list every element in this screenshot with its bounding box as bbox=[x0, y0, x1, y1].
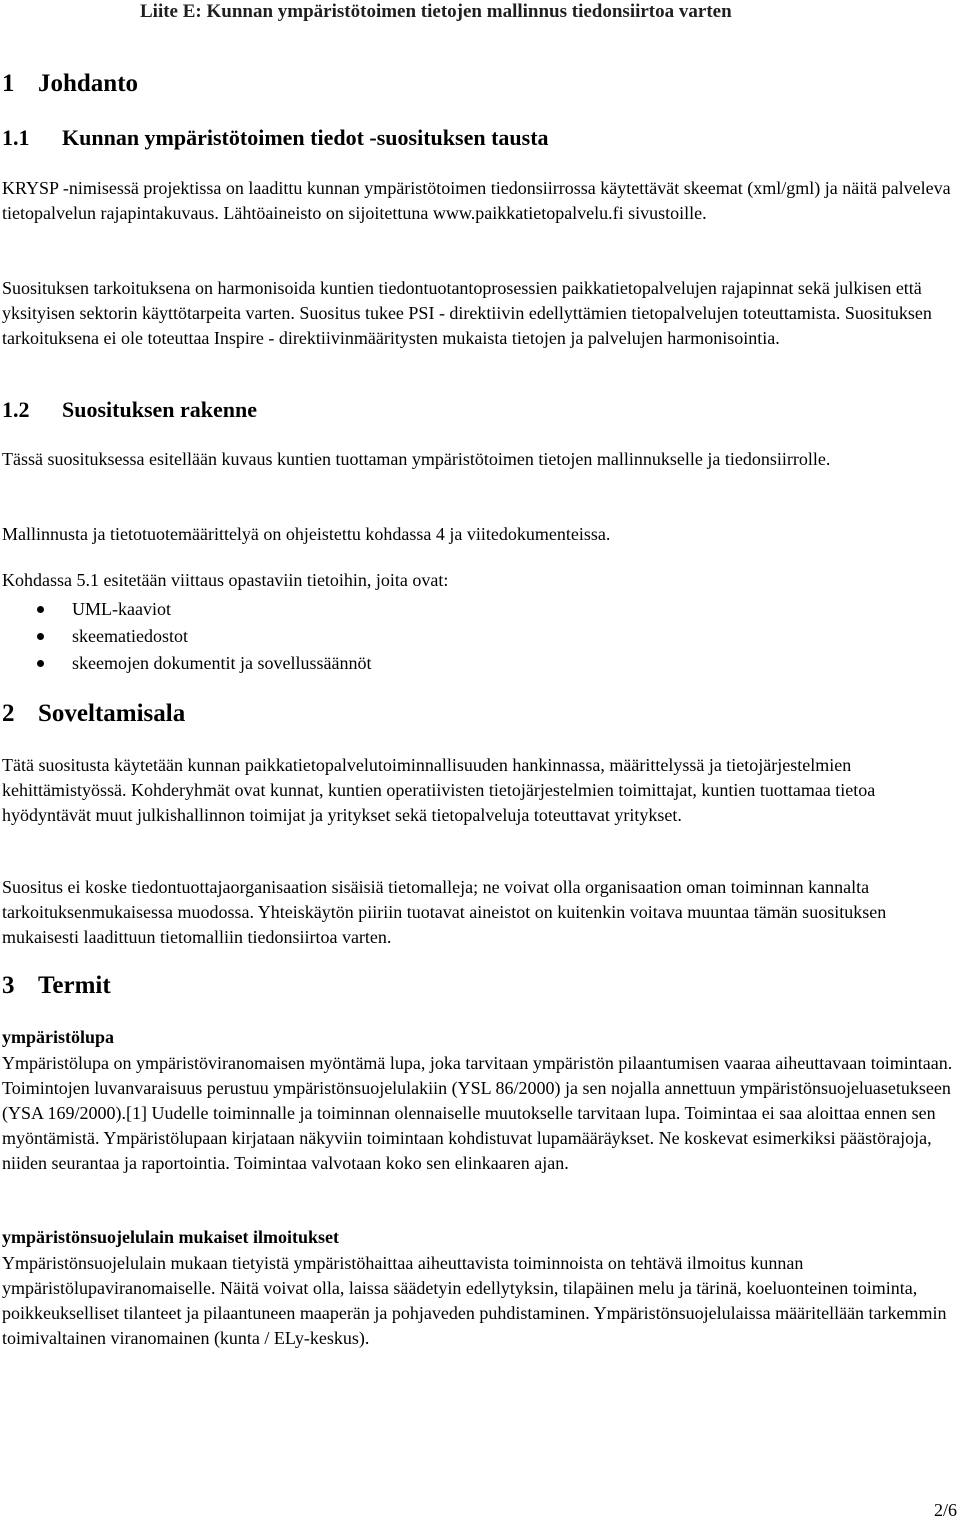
list-item: skeemojen dokumentit ja sovellussäännöt bbox=[0, 650, 371, 677]
section-title: Soveltamisala bbox=[38, 700, 186, 727]
bullet-icon bbox=[37, 633, 44, 640]
paragraph-structure: Tässä suosituksessa esitellään kuvaus kuntien tuottaman ympäristötoimen tietojen mallinnukselle ja tiedonsiirrolle. bbox=[2, 449, 831, 469]
running-header: Liite E: Kunnan ympäristötoimen tietojen mallinnus tiedonsiirtoa varten bbox=[140, 1, 732, 22]
section-number: 1.1 bbox=[2, 125, 30, 150]
term-title: ympäristönsuojelulain mukaiset ilmoitukset bbox=[2, 1227, 340, 1247]
section-heading-1-1 bbox=[2, 125, 549, 151]
section-number: 1.2 bbox=[2, 397, 30, 422]
section-title: Termit bbox=[38, 972, 111, 999]
bullet-icon bbox=[37, 660, 44, 667]
list-item: skeematiedostot bbox=[0, 623, 371, 650]
section-heading-2 bbox=[2, 700, 185, 728]
term-definition: Ympäristönsuojelulain mukaan tietyistä ympäristöhaittaa aiheuttavista toiminnoista on tehtävä ilmoitus kunnan ympäristölupaviranomaiselle. Näitä voivat olla, laissa säädetyin edellytyksin, tilapäinen melu ja tärinä, koeluonteinen toiminta, poikkeukselliset tilanteet ja pilaantuneen maaperän ja pohjaveden puhdistaminen. Ympäristönsuojelulaissa määritellään tarkemmin toimivaltainen viranomainen (kunta / ELy-keskus). bbox=[2, 1253, 947, 1348]
section-heading-1-2 bbox=[2, 397, 257, 423]
paragraph-scope: Tätä suositusta käytetään kunnan paikkatietopalvelutoiminnallisuuden hankinnassa, määrittelyssä ja tietojärjestelmien kehittämistyössä. Kohderyhmät ovat kunnat, kuntien operatiivisten tietojärjestelmien toimittajat, kuntien tuottamaa tietoa hyödyntävät muut julkishallinnon toimijat ja yritykset sekä tietopalveluja toteuttavat yritykset. bbox=[2, 755, 876, 825]
section-number: 2 bbox=[2, 700, 15, 727]
list-item: UML-kaaviot bbox=[0, 596, 371, 623]
section-heading-3 bbox=[2, 972, 111, 1000]
term-definition: Ympäristölupa on ympäristöviranomaisen myöntämä lupa, joka tarvitaan ympäristön pilaantumisen vaaraa aiheuttavaan toimintaan. Toimintojen luvanvaraisuus perustuu ympäristönsuojelulakiin (YSL 86/2000) ja sen nojalla annettuun ympäristönsuojeluasetukseen (YSA 169/2000).[1] Uudelle toiminnalle ja toiminnan olennaiselle muutokselle tarvitaan lupa. Toimintaa ei saa aloittaa ennen sen myöntämistä. Ympäristölupaan kirjataan näkyviin toimintaan kohdistuvat lupamääräykset. Ne koskevat esimerkiksi päästörajoja, niiden seurantaa ja raportointia. Toimintaa valvotaan koko sen elinkaaren ajan. bbox=[2, 1053, 953, 1173]
section-number: 3 bbox=[2, 972, 15, 999]
bullet-icon bbox=[37, 606, 44, 613]
section-title: Suosituksen rakenne bbox=[62, 397, 258, 422]
paragraph-exclusions: Suositus ei koske tiedontuottajaorganisaation sisäisiä tietomalleja; ne voivat olla organisaation oman toiminnan kannalta tarkoituksenmukaisessa muodossa. Yhteiskäytön piiriin tuotavat aineistot on kuitenkin voitava muuntaa tämän suosituksen mukaisesti laadittuun tietomalliin tiedonsiirtoa varten. bbox=[2, 877, 887, 947]
section-heading-1 bbox=[2, 70, 138, 98]
page-number: 2/6 bbox=[933, 1500, 957, 1520]
paragraph-references: Kohdassa 5.1 esitetään viittaus opastaviin tietoihin, joita ovat: bbox=[2, 570, 449, 590]
section-title: Kunnan ympäristötoimen tiedot -suosituksen tausta bbox=[62, 125, 549, 150]
term-title: ympäristölupa bbox=[2, 1027, 115, 1047]
paragraph-modelling: Mallinnusta ja tietotuotemäärittelyä on ohjeistettu kohdassa 4 ja viitedokumenteissa. bbox=[2, 524, 611, 544]
section-number: 1 bbox=[2, 70, 15, 97]
paragraph-purpose: Suosituksen tarkoituksena on harmonisoida kuntien tiedontuotantoprosessien paikkatietopalvelujen rajapinnat sekä julkisen että yksityisen sektorin käyttötarpeita varten. Suositus tukee PSI - direktiivin edellyttämien tietopalvelujen toteuttamista. Suosituksen tarkoituksena ei ole toteuttaa Inspire - direktiivinmääritysten mukaista tietojen ja palvelujen harmonisointia. bbox=[2, 278, 932, 348]
section-title: Johdanto bbox=[38, 70, 139, 97]
reference-list bbox=[0, 596, 371, 677]
paragraph-background: KRYSP -nimisessä projektissa on laadittu kunnan ympäristötoimen tiedonsiirrossa käytettävät skeemat (xml/gml) ja näitä palveleva tietopalvelun rajapintakuvaus. Lähtöaineisto on sijoitettuna www.paikkatietopalvelu.fi sivustoille. bbox=[2, 178, 951, 223]
